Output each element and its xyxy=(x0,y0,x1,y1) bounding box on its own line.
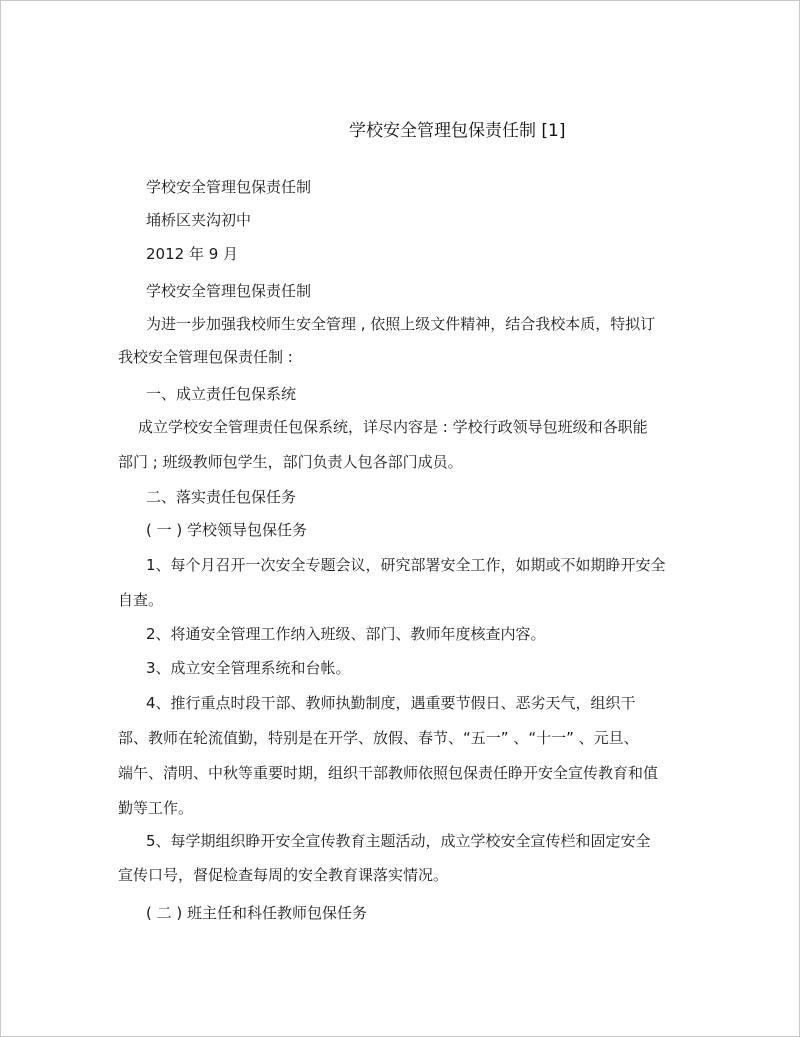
heading-line: 二、落实责任包保任务 xyxy=(146,488,297,506)
list-item-line: 2、将通安全管理工作纳入班级、部门、教师年度核查内容。 xyxy=(146,625,546,643)
paragraph-line: 成立学校安全管理责任包保系统，详尽内容是 : 学校行政领导包班级和各职能 xyxy=(138,418,648,436)
list-item-line: 1、每个月召开一次安全专题会议，研究部署安全工作，如期或不如期睁开安全 xyxy=(146,556,666,574)
paragraph-line: 为进一步加强我校师生安全管理 , 依照上级文件精神，结合我校本质，特拟订 xyxy=(146,315,656,333)
subtitle-line: 学校安全管理包保责任制 xyxy=(146,178,312,196)
document-title: 学校安全管理包保责任制 [1] xyxy=(349,121,566,141)
list-item-line: 端午、清明、中秋等重要时期，组织干部教师依照包保责任睁开安全宣传教育和值 xyxy=(118,764,659,782)
list-item-line: 部、教师在轮流值勤，特别是在开学、放假、春节、“五一” 、“十一” 、元旦、 xyxy=(118,729,639,747)
subheading-line: ( 二 ) 班主任和科任教师包保任务 xyxy=(146,904,368,922)
subheading-line: ( 一 ) 学校领导包保任务 xyxy=(146,521,308,539)
list-item-line: 3、成立安全管理系统和台帐。 xyxy=(146,659,351,677)
list-item-line: 勤等工作。 xyxy=(118,799,194,817)
heading-line: 一、成立责任包保系统 xyxy=(146,385,297,403)
paragraph-line: 部门 ; 班级教师包学生，部门负责人包各部门成员。 xyxy=(118,453,463,471)
list-item-line: 4、推行重点时段干部、教师执勤制度，遇重要节假日、恶劣天气，组织干 xyxy=(146,694,636,712)
list-item-line: 宣传口号，督促检查每周的安全教育课落实情况。 xyxy=(118,866,449,884)
section-title-line: 学校安全管理包保责任制 xyxy=(146,282,312,300)
list-item-line: 5、每学期组织睁开安全宣传教育主题活动，成立学校安全宣传栏和固定安全 xyxy=(146,832,651,850)
date-line: 2012 年 9 月 xyxy=(146,245,239,263)
paragraph-line: 我校安全管理包保责任制 : xyxy=(118,348,293,366)
school-name-line: 埇桥区夹沟初中 xyxy=(146,211,252,229)
list-item-line: 自查。 xyxy=(118,591,164,609)
